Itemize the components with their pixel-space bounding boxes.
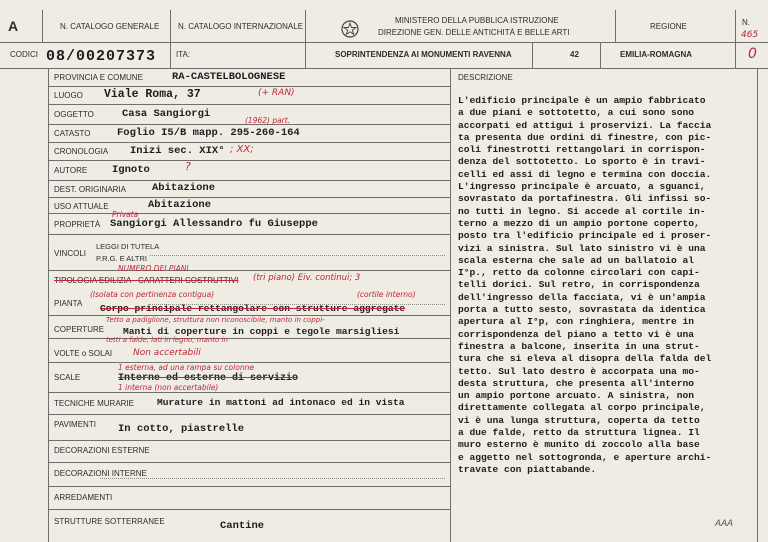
divider (170, 10, 171, 42)
provincia-label: PROVINCIA E COMUNE (54, 73, 143, 82)
vincoli-sub-1: LEGGI DI TUTELA (96, 242, 160, 251)
proprieta-value: Sangiorgi Allessandro fu Giuseppe (110, 218, 318, 230)
descrizione-line: finestra a balcone, inserita in una strut- (458, 340, 700, 352)
dest-originaria-label: DEST. ORIGINARIA (54, 185, 127, 194)
autore-label: AUTORE (54, 166, 88, 175)
descrizione-line: L'ingresso principale è arcuato, a sguanci, (458, 181, 706, 193)
row-rule (48, 462, 450, 463)
descrizione-line: terno a mezzo di un ampio portone coperto, (458, 217, 700, 229)
descrizione-line: tetto. Sul lato destro è accorpata una mo- (458, 365, 700, 377)
descrizione-line: dell'ingresso della facciata, vi è un'ampia (458, 291, 706, 303)
left-border (48, 68, 49, 542)
n-value: 465 (741, 30, 759, 40)
strutture-sotterranee-value: Cantine (220, 520, 265, 532)
coperture-label: COPERTURE (54, 325, 105, 334)
autore-note: ? (185, 160, 191, 173)
tipologia-note-top: NUMERO DEI PIANI (118, 264, 189, 273)
descrizione-line: travate con piattabande. (458, 463, 597, 475)
guide-line (150, 255, 445, 256)
descrizione-line: e aggetto nel sottogronda, e aperture archi- (458, 451, 712, 463)
ita-label: ITA: (176, 50, 191, 59)
catasto-label: CATASTO (54, 129, 91, 138)
pianta-value: Corpo principale rettangolare con strutture aggregate (100, 303, 406, 314)
decorazioni-interne-label: DECORAZIONI INTERNE (54, 469, 147, 478)
tecniche-label: TECNICHE MURARIE (54, 399, 135, 408)
divider (305, 10, 306, 68)
coperture-note-a: Tetto a padiglione, struttura non riconoscibile, manto in coppi- (106, 316, 325, 324)
tipologia-label: TIPOLOGIA EDILIZIA - CARATTERI COSTRUTTIVI (54, 276, 239, 285)
soprintendenza-value: SOPRINTENDENZA AI MONUMENTI RAVENNA (335, 50, 512, 59)
guide-line (100, 478, 445, 479)
regione-value: EMILIA-ROMAGNA (620, 50, 692, 59)
descrizione-line: corrispondenza del piano a tetto vi è una (458, 328, 695, 340)
header-rule-2 (0, 68, 768, 69)
descrizione-line: tura che si eleva al disopra della falda del (458, 353, 712, 365)
cronologia-value: Inizi sec. XIX° (130, 145, 225, 157)
descrizione-line: desta struttura, che presenta all'interno (458, 377, 695, 389)
uso-attuale-label: USO ATTUALE (54, 202, 109, 211)
descrizione-line: a due piani e sottotetto, a cui sono sono (458, 107, 695, 119)
proprieta-note: Privata (112, 210, 139, 219)
ministero-line-2: DIREZIONE GEN. DELLE ANTICHITÀ E BELLE ARTI (378, 28, 570, 37)
descrizione-line: muro esterno è munito di zoccolo alla base (458, 439, 700, 451)
pianta-label: PIANTA (54, 299, 83, 308)
pavimenti-label: PAVIMENTI (54, 420, 96, 429)
coperture-note-b: tetti a falde, lati in legno, manto in (106, 336, 228, 344)
descrizione-line: sovrastato da portafinestra. Gli infissi so- (458, 193, 712, 205)
header-rule (0, 42, 768, 43)
divider (42, 10, 43, 42)
dest-originaria-value: Abitazione (152, 182, 216, 194)
row-rule (48, 270, 450, 271)
code-42: 42 (570, 50, 579, 59)
ministero-line-1: MINISTERO DELLA PUBBLICA ISTRUZIONE (395, 16, 559, 25)
descrizione-line: un ampio portone arcuato. A sinistra, non (458, 390, 695, 402)
oggetto-value: Casa Sangiorgi (122, 108, 211, 120)
pianta-note-right: (cortile interno) (357, 290, 416, 299)
strutture-sotterranee-label: STRUTTURE SOTTERRANEE (54, 517, 165, 526)
row-rule (48, 142, 450, 143)
column-divider (450, 68, 451, 542)
oggetto-label: OGGETTO (54, 110, 94, 119)
divider (735, 10, 736, 68)
descrizione-line: telli dorici. Sul retro, in corrispondenza (458, 279, 700, 291)
row-rule (48, 197, 450, 198)
codici-value: 08/00207373 (46, 48, 157, 65)
row-rule (48, 86, 450, 87)
catalogo-internazionale-label: N. CATALOGO INTERNAZIONALE (178, 22, 304, 31)
decorazioni-esterne-label: DECORAZIONI ESTERNE (54, 446, 150, 455)
scale-value: Interne ed esterne di servizio (118, 373, 299, 384)
pavimenti-value: In cotto, piastrelle (118, 423, 245, 435)
divider (615, 10, 616, 42)
row-rule (48, 392, 450, 393)
divider (600, 42, 601, 68)
descrizione-label: DESCRIZIONE (458, 73, 513, 82)
autore-value: Ignoto (112, 164, 150, 176)
row-rule (48, 509, 450, 510)
descrizione-line: scala esterna che sale ad un ballatoio al (458, 254, 695, 266)
row-rule (48, 234, 450, 235)
catalogo-generale-label: N. CATALOGO GENERALE (60, 22, 160, 31)
descrizione-line: no tutti in legno. Si accede al cortile in- (458, 205, 706, 217)
divider (532, 42, 533, 68)
scale-label: SCALE (54, 373, 81, 382)
tipologia-note: (tri piano) Eiv. continui; 3 (253, 273, 361, 283)
descrizione-line: posto tra l'edificio principale ed i proser- (458, 230, 712, 242)
divider (170, 42, 171, 68)
volte-note: Non accertabili (133, 348, 201, 358)
catasto-note: (1962) part. (245, 116, 291, 125)
codici-label: CODICI (10, 50, 38, 59)
vincoli-label: VINCOLI (54, 249, 87, 258)
right-border (757, 68, 758, 542)
descrizione-body (458, 95, 750, 476)
cronologia-note: ; XX; (230, 144, 254, 155)
provincia-value: RA-CASTELBOLOGNESE (172, 71, 286, 83)
descrizione-line: celli ed assi di legno e termina con doccia. (458, 168, 712, 180)
red-mark: 0 (748, 46, 757, 62)
descrizione-line: accorpati ed attigui i proservizi. La faccia (458, 119, 712, 131)
scale-note-a: 1 esterna, ad una rampa su colonne (118, 363, 254, 372)
tecniche-value: Murature in mattoni ad intonaco ed in vista (157, 397, 405, 408)
scale-note-b: 1 interna (non accertabile) (118, 383, 219, 392)
descrizione-line: I°p., retto da colonne circolari con capi- (458, 267, 700, 279)
footer-mark: AAA (715, 518, 734, 528)
n-label: N. (742, 18, 750, 27)
row-rule (48, 104, 450, 105)
luogo-value: Viale Roma, 37 (104, 88, 201, 101)
cronologia-label: CRONOLOGIA (54, 147, 109, 156)
descrizione-line: ta presenta due ordini di finestre, con pic- (458, 131, 712, 143)
descrizione-line: vi è una lunga struttura, coperta da tetto (458, 414, 700, 426)
row-rule (48, 180, 450, 181)
arredamenti-label: ARREDAMENTI (54, 493, 113, 502)
row-rule (48, 414, 450, 415)
state-emblem-icon (340, 18, 360, 40)
catasto-value: Foglio I5/B mapp. 295-260-164 (117, 127, 300, 139)
descrizione-line: apertura al I°p, con ringhiera, mentre in (458, 316, 695, 328)
descrizione-line: coli finestrotti rettangolari in corrispon- (458, 144, 706, 156)
descrizione-line: a due falde, retto da struttura lignea. Il (458, 427, 700, 439)
descrizione-line: L'edificio principale è un ampio fabbricato (458, 95, 706, 106)
descrizione-line: denza del sottotetto. Lo sporto è in travi- (458, 156, 706, 168)
regione-label: REGIONE (650, 22, 687, 31)
row-rule (48, 160, 450, 161)
pianta-note-top: (Isolata con pertinenza contigua) (90, 290, 215, 299)
row-rule (48, 486, 450, 487)
row-rule (48, 440, 450, 441)
uso-attuale-value: Abitazione (148, 199, 212, 211)
descrizione-line: direttamente collegata al corpo principale, (458, 402, 706, 414)
coperture-value: Manti di coperture in coppi e tegole marsigliesi (123, 326, 400, 337)
card-letter: A (8, 18, 19, 34)
descrizione-line: vizi a sinistra. Sul lato sinistro vi è una (458, 242, 706, 254)
proprieta-label: PROPRIETÀ (54, 220, 101, 229)
volte-label: VOLTE o SOLAI (54, 349, 113, 358)
row-rule (48, 213, 450, 214)
vincoli-sub-2: P.R.G. E ALTRI (96, 254, 147, 263)
descrizione-line: porta a tutto sesto, sovrastata da identica (458, 304, 706, 316)
luogo-label: LUOGO (54, 91, 83, 100)
luogo-note: (+ RAN) (258, 88, 295, 98)
